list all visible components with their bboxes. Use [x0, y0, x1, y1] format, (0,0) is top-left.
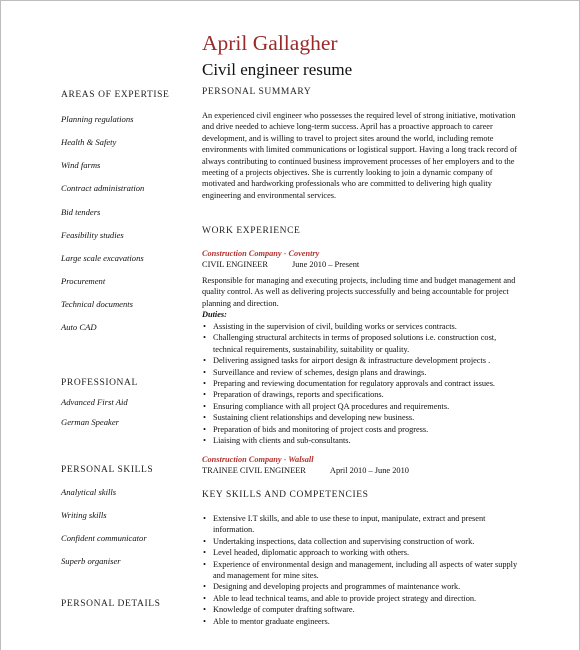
professional-heading: PROFESSIONAL	[61, 378, 138, 388]
list-item: • Designing and developing projects and programmes of maintenance work.	[202, 581, 520, 592]
expertise-item: Health & Safety	[61, 137, 117, 147]
list-item: • Able to lead technical teams, and able to provide project strategy and direction.	[202, 593, 520, 604]
personal-summary-text: An experienced civil engineer who possesses the required level of strong initiative, motivation and drive needed to achieve long-term success. April has a proactive approach to career development, and is willing to travel to project sites around the world, including remote environments with limited communications or logistical support. Having a long track record of always contributing to continued business improvement processes of her employers and to the meeting of a projects objectives. She is currently looking to join a dynamic company of motivated and hardworking professionals who are committed to delivering high quality engineering and environmental services.	[202, 111, 517, 200]
skill-item: Confident communicator	[61, 533, 147, 543]
professional-item: German Speaker	[61, 417, 119, 427]
skill-item: Writing skills	[61, 510, 107, 520]
skill-item: Analytical skills	[61, 487, 117, 497]
list-item: • Preparation of bids and monitoring of project costs and progress.	[202, 424, 520, 435]
job-title: TRAINEE CIVIL ENGINEER	[202, 466, 306, 475]
expertise-item: Contract administration	[61, 183, 145, 193]
list-item: • Preparation of drawings, reports and specifications.	[202, 389, 520, 400]
list-item: • Assisting in the supervision of civil, building works or services contracts.	[202, 321, 520, 332]
competencies-list	[202, 513, 520, 627]
list-item: • Delivering assigned tasks for airport design & infrastructure development projects .	[202, 355, 520, 366]
expertise-item: Procurement	[61, 276, 106, 286]
list-item: • Ensuring compliance with all project QA procedures and requirements.	[202, 401, 520, 412]
expertise-item: Large scale excavations	[61, 253, 144, 263]
expertise-item: Planning regulations	[61, 114, 134, 124]
key-skills-heading: KEY SKILLS AND COMPETENCIES	[202, 490, 369, 500]
job-title: CIVIL ENGINEER	[202, 260, 268, 269]
list-item: • Able to mentor graduate engineers.	[202, 616, 520, 627]
job-title-row	[202, 260, 520, 269]
duties-label: Duties:	[202, 310, 227, 319]
job-company: Construction Company - Walsall	[202, 455, 314, 464]
list-item: • Surveillance and review of schemes, design plans and drawings.	[202, 367, 520, 378]
expertise-item: Technical documents	[61, 299, 134, 309]
list-item: • Level headed, diplomatic approach to working with others.	[202, 547, 520, 558]
job-dates: April 2010 – June 2010	[329, 466, 409, 475]
list-item: • Preparing and reviewing documentation for regulatory approvals and contract issues.	[202, 378, 520, 389]
job-company: Construction Company - Coventry	[202, 249, 320, 258]
list-item: • Liaising with clients and sub-consultants.	[202, 435, 520, 446]
professional-item: Advanced First Aid	[61, 397, 128, 407]
duties-list	[202, 321, 520, 446]
personal-skills-heading: PERSONAL SKILLS	[61, 465, 154, 475]
candidate-name: April Gallagher	[202, 31, 338, 55]
personal-summary-heading: PERSONAL SUMMARY	[202, 87, 312, 97]
expertise-item: Wind farms	[61, 160, 101, 170]
personal-details-heading: PERSONAL DETAILS	[61, 599, 161, 609]
expertise-item: Feasibility studies	[61, 230, 124, 240]
list-item: • Challenging structural architects in terms of proposed solutions i.e. construction cost, technical requirements, sustainability, suitability or quality.	[202, 332, 520, 355]
list-item: • Sustaining client relationships and developing new business.	[202, 412, 520, 423]
expertise-item: Auto CAD	[61, 322, 97, 332]
list-item: • Undertaking inspections, data collection and supervising construction of work.	[202, 536, 520, 547]
work-experience-heading: WORK EXPERIENCE	[202, 226, 301, 236]
areas-of-expertise-heading: AREAS OF EXPERTISE	[61, 90, 170, 100]
job-description: Responsible for managing and executing projects, including time and budget management and quality control. As well as delivering projects successfully and being accountable for project planning and direction.	[202, 276, 516, 308]
resume-title: Civil engineer resume	[202, 60, 353, 79]
list-item: • Knowledge of computer drafting software.	[202, 604, 520, 615]
list-item: • Extensive I.T skills, and able to use these to input, manipulate, extract and present information.	[202, 513, 520, 536]
job-dates: June 2010 – Present	[291, 260, 360, 269]
job-title-row	[202, 466, 520, 475]
expertise-item: Bid tenders	[61, 207, 101, 217]
list-item: • Experience of environmental design and management, including all aspects of water supply and management for mine sites.	[202, 559, 520, 582]
skill-item: Superb organiser	[61, 556, 121, 566]
